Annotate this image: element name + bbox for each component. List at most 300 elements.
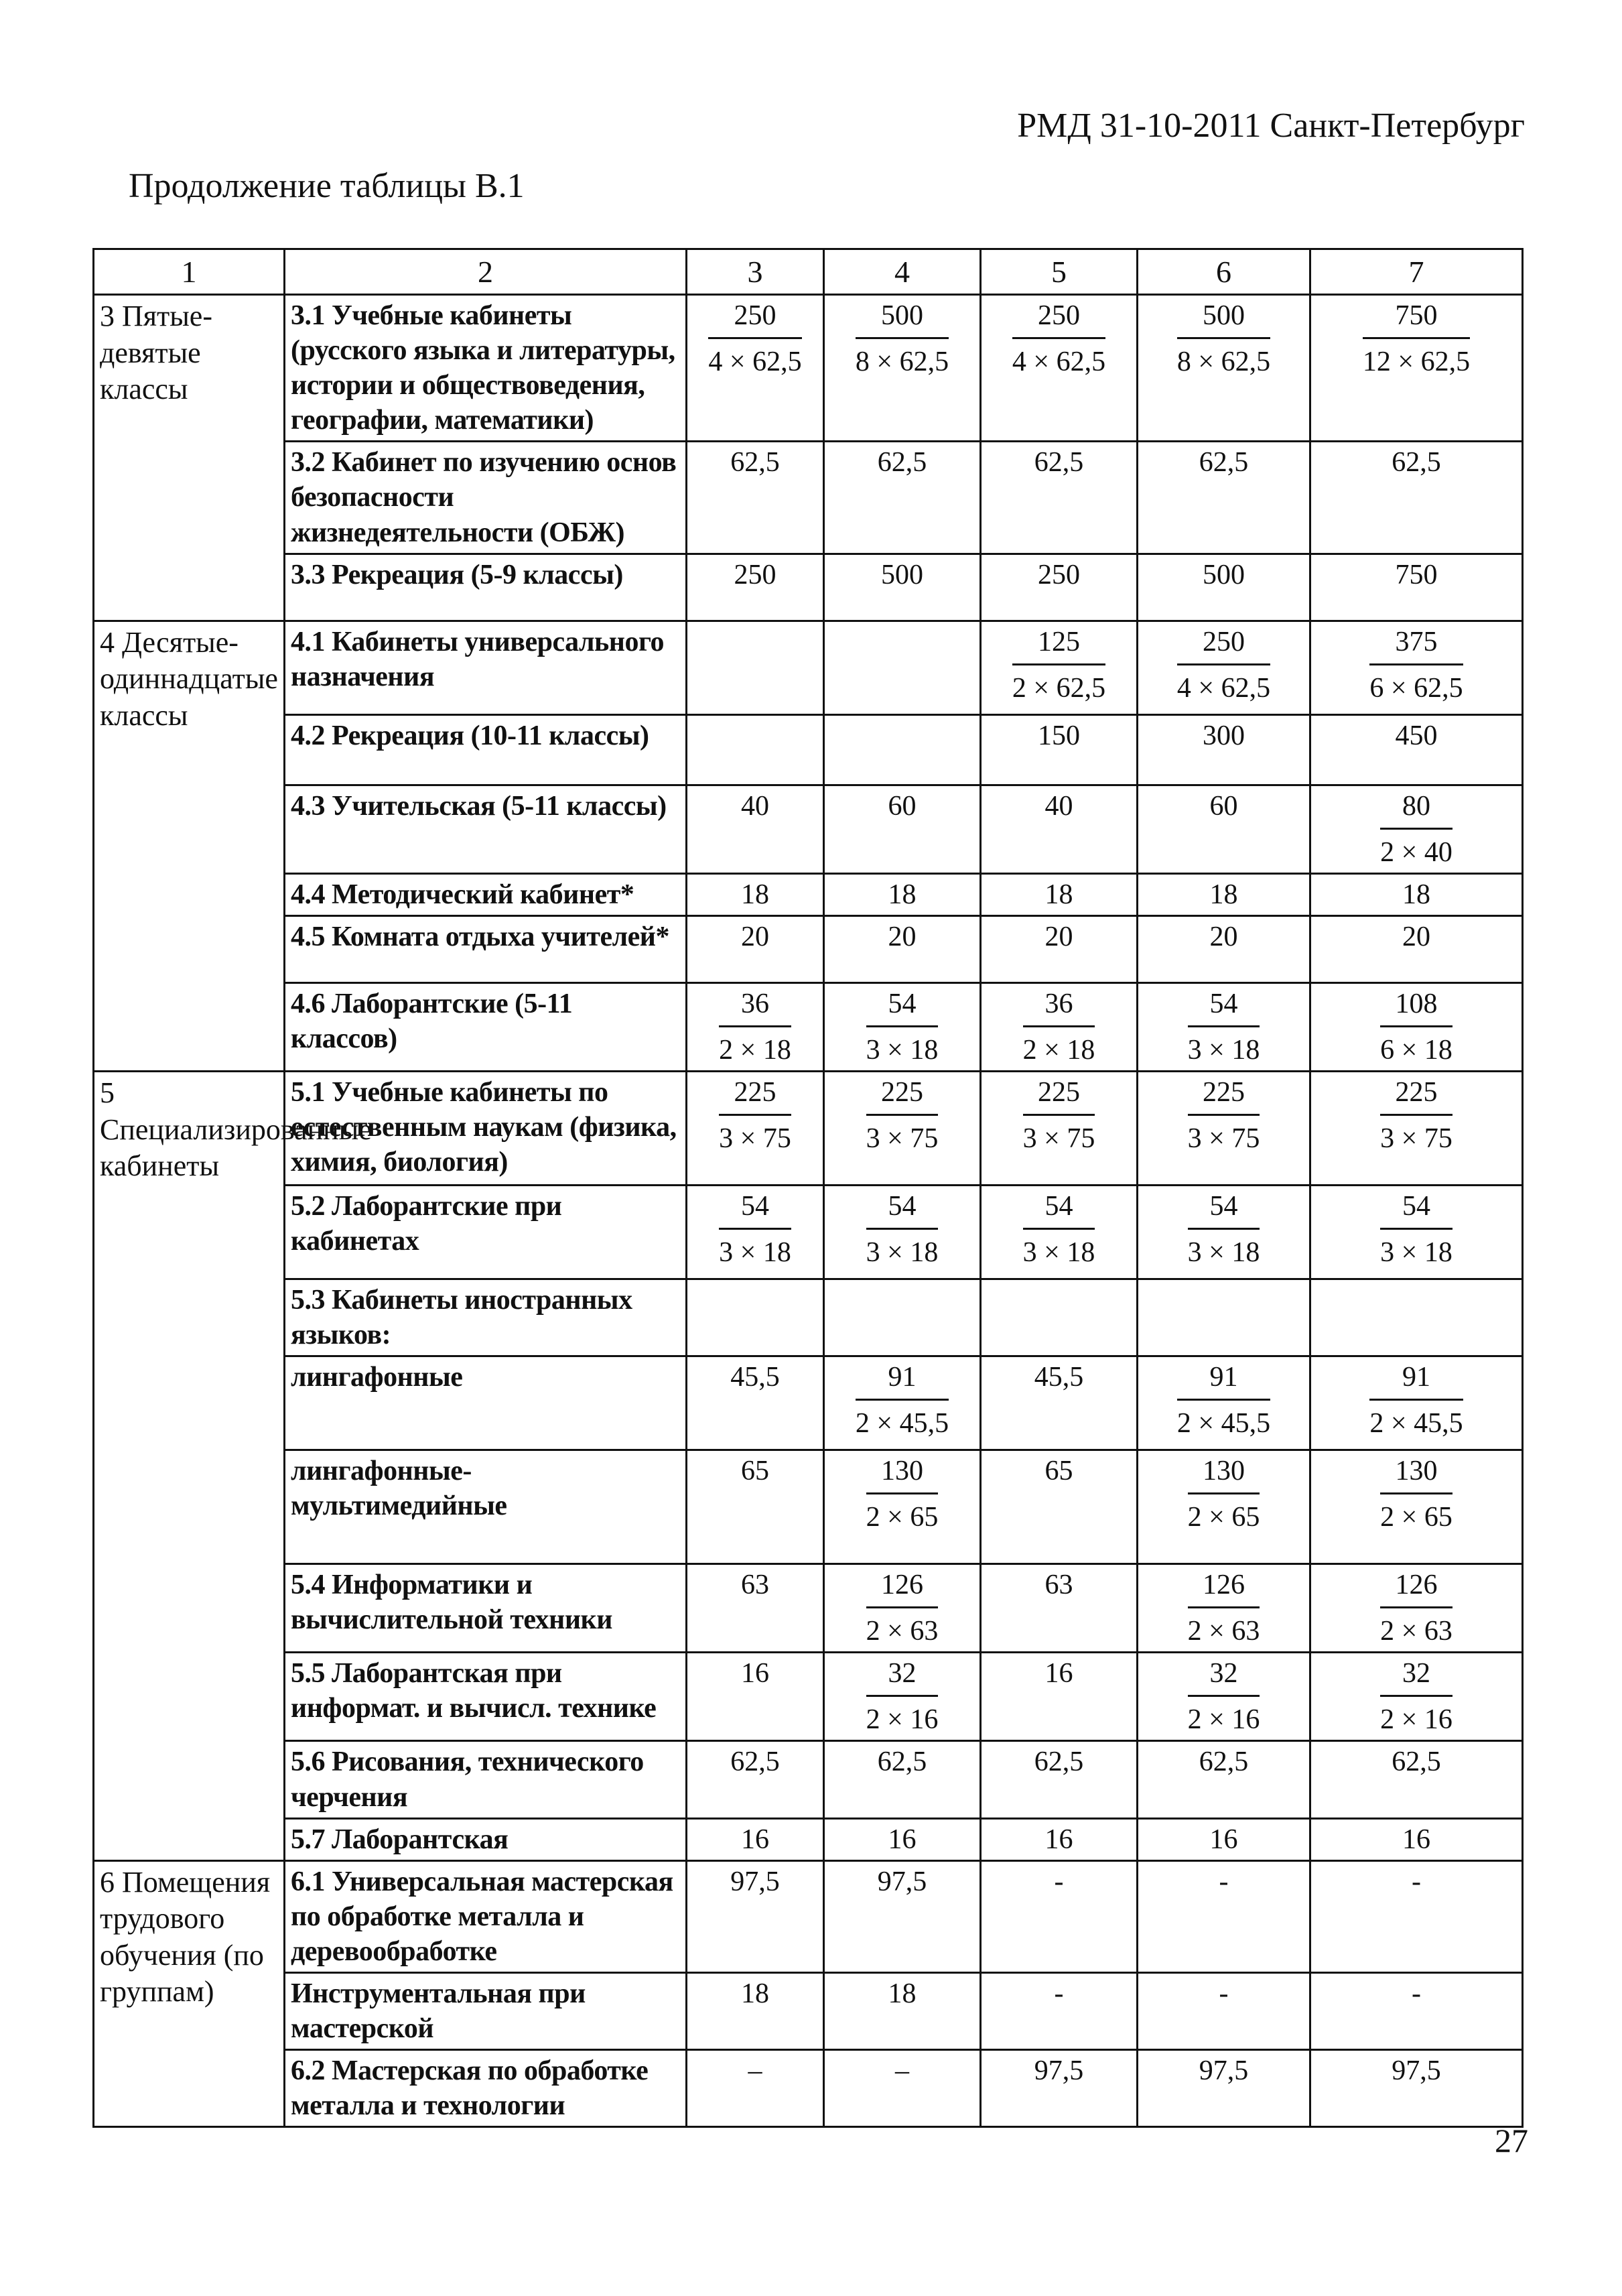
area-cell [1138, 1450, 1310, 1564]
room-description: лингафонные- мультимедийные [285, 1450, 687, 1564]
area-cell [1138, 295, 1310, 442]
area-cell [687, 2050, 824, 2127]
area-cell [687, 1071, 824, 1185]
table-continuation-caption: Продолжение таблицы В.1 [129, 167, 525, 205]
area-value: 450 [1395, 720, 1438, 751]
area-value: 97,5 [1034, 2055, 1084, 2087]
fraction-numerator: 500 [856, 298, 949, 339]
area-cell [824, 295, 981, 442]
area-fraction [1188, 1075, 1260, 1156]
table-row [94, 2050, 1523, 2127]
group-label: 4 Десятые-одиннадцатые классы [94, 621, 285, 1071]
room-description: 4.1 Кабинеты универсального назначения [285, 621, 687, 714]
area-cell [981, 1356, 1138, 1450]
area-fraction [1012, 625, 1105, 706]
room-description: 4.4 Методический кабинет* [285, 873, 687, 915]
fraction-numerator: 130 [866, 1454, 939, 1494]
room-description: 4.3 Учительская (5-11 классы) [285, 785, 687, 873]
fraction-denominator: 4 × 62,5 [1176, 672, 1271, 704]
area-fraction [1369, 1360, 1463, 1441]
fraction-denominator: 3 × 75 [866, 1123, 939, 1155]
fraction-numerator: 125 [1012, 625, 1105, 665]
fraction-numerator: 54 [1023, 1189, 1095, 1230]
fraction-numerator: 91 [1177, 1360, 1270, 1401]
area-value: 16 [1209, 1824, 1238, 1855]
fraction-numerator: 250 [708, 298, 801, 339]
area-cell [824, 2050, 981, 2127]
room-description: 6.1 Универсальная мастерская по обработке металла и деревообработке [285, 1860, 687, 1972]
area-value: 62,5 [877, 447, 927, 479]
room-description: 5.6 Рисования, технического черчения [285, 1741, 687, 1818]
area-value: 97,5 [877, 1866, 927, 1897]
area-fraction [1380, 789, 1452, 870]
page-number: 27 [1495, 2122, 1528, 2159]
area-cell [1310, 1818, 1523, 1860]
area-cell [687, 1741, 824, 1818]
table-row [94, 785, 1523, 873]
table-row [94, 915, 1523, 982]
area-fraction [856, 298, 949, 379]
area-cell [687, 1564, 824, 1653]
fraction-numerator: 108 [1380, 986, 1452, 1027]
table-row [94, 982, 1523, 1071]
area-cell [1138, 1972, 1310, 2049]
area-cell [1138, 442, 1310, 554]
area-cell [687, 1972, 824, 2049]
area-value: 97,5 [730, 1866, 780, 1897]
area-cell [981, 1860, 1138, 1972]
fraction-numerator: 32 [1380, 1656, 1452, 1697]
area-value: 18 [888, 1978, 917, 2009]
area-fraction [866, 1568, 939, 1649]
area-value: 60 [888, 790, 917, 822]
table-row [94, 1818, 1523, 1860]
area-value: 62,5 [877, 1746, 927, 1778]
area-cell [981, 554, 1138, 621]
table-row [94, 621, 1523, 714]
area-value: 150 [1038, 720, 1080, 751]
area-cell [1138, 2050, 1310, 2127]
area-fraction [1188, 1189, 1260, 1270]
area-cell [981, 982, 1138, 1071]
area-value: 20 [888, 921, 917, 952]
col-header: 3 [687, 249, 824, 295]
area-cell [1310, 1071, 1523, 1185]
fraction-numerator: 36 [719, 986, 791, 1027]
area-value: 40 [741, 790, 769, 822]
area-fraction [1188, 1568, 1260, 1649]
area-cell [1138, 1071, 1310, 1185]
area-cell [1310, 554, 1523, 621]
area-fraction [1380, 986, 1452, 1068]
table-body [94, 249, 1523, 2127]
area-fraction [719, 1075, 791, 1156]
room-description: 4.2 Рекреация (10-11 классы) [285, 714, 687, 785]
area-cell [1310, 1564, 1523, 1653]
fraction-denominator: 3 × 18 [1380, 1237, 1452, 1269]
fraction-denominator: 3 × 18 [1187, 1034, 1260, 1066]
area-value: 18 [741, 879, 769, 910]
group-label: 3 Пятые-девятые классы [94, 295, 285, 621]
fraction-numerator: 225 [1188, 1075, 1260, 1116]
area-cell [824, 1071, 981, 1185]
fraction-numerator: 126 [1188, 1568, 1260, 1608]
area-cell [824, 442, 981, 554]
area-value: 16 [741, 1824, 769, 1855]
area-value: 20 [1402, 921, 1430, 952]
fraction-numerator: 375 [1369, 625, 1463, 665]
area-cell [1138, 1741, 1310, 1818]
area-cell [1138, 1279, 1310, 1356]
area-cell [687, 1653, 824, 1741]
fraction-numerator: 750 [1363, 298, 1470, 339]
area-cell [1138, 714, 1310, 785]
fraction-numerator: 91 [856, 1360, 949, 1401]
area-value: 18 [741, 1978, 769, 2009]
fraction-numerator: 130 [1188, 1454, 1260, 1494]
area-cell [824, 1185, 981, 1279]
table-row [94, 295, 1523, 442]
area-value: 97,5 [1392, 2055, 1441, 2087]
area-cell [1310, 621, 1523, 714]
area-fraction [1188, 1454, 1260, 1535]
area-cell [1138, 1653, 1310, 1741]
area-cell [824, 1818, 981, 1860]
area-value: 20 [1209, 921, 1238, 952]
fraction-denominator: 2 × 65 [1380, 1502, 1452, 1533]
fraction-numerator: 126 [866, 1568, 939, 1608]
space-norms-table [92, 248, 1524, 2128]
area-cell [1310, 1279, 1523, 1356]
area-value: - [1054, 1866, 1064, 1897]
area-fraction [1177, 1360, 1270, 1441]
room-description: 6.2 Мастерская по обработке металла и технологии [285, 2050, 687, 2127]
table-row [94, 1860, 1523, 1972]
area-value: 62,5 [1199, 447, 1249, 479]
area-cell [824, 1279, 981, 1356]
area-value: 62,5 [1199, 1746, 1249, 1778]
area-cell [1310, 1185, 1523, 1279]
fraction-denominator: 3 × 18 [1187, 1237, 1260, 1269]
fraction-numerator: 500 [1177, 298, 1270, 339]
fraction-denominator: 2 × 18 [719, 1034, 791, 1066]
fraction-numerator: 36 [1023, 986, 1095, 1027]
area-fraction [866, 1075, 939, 1156]
fraction-numerator: 250 [1012, 298, 1105, 339]
area-value: 18 [888, 879, 917, 910]
area-value: 16 [1044, 1658, 1073, 1689]
fraction-denominator: 2 × 16 [1187, 1704, 1260, 1736]
area-cell [687, 1450, 824, 1564]
table-row [94, 714, 1523, 785]
fraction-denominator: 3 × 75 [719, 1123, 791, 1155]
area-cell [1310, 982, 1523, 1071]
area-cell [981, 1564, 1138, 1653]
area-fraction [1177, 298, 1270, 379]
area-cell [1138, 1818, 1310, 1860]
area-value: 65 [1044, 1456, 1073, 1487]
fraction-denominator: 4 × 62,5 [708, 346, 802, 378]
area-value: – [895, 2055, 909, 2087]
area-value: 40 [1044, 790, 1073, 822]
fraction-denominator: 2 × 65 [1187, 1502, 1260, 1533]
column-header-row [94, 249, 1523, 295]
fraction-denominator: 2 × 63 [1380, 1616, 1452, 1647]
area-cell [824, 1653, 981, 1741]
area-cell [1310, 915, 1523, 982]
area-cell [824, 554, 981, 621]
fraction-denominator: 8 × 62,5 [855, 346, 949, 378]
area-cell [981, 785, 1138, 873]
area-cell [981, 1741, 1138, 1818]
area-cell [1310, 1653, 1523, 1741]
fraction-numerator: 225 [719, 1075, 791, 1116]
area-value: 97,5 [1199, 2055, 1249, 2087]
fraction-numerator: 225 [866, 1075, 939, 1116]
area-value: - [1412, 1866, 1421, 1897]
area-fraction [866, 1454, 939, 1535]
area-fraction [1188, 1656, 1260, 1737]
area-value: 500 [1203, 559, 1245, 590]
area-fraction [1380, 1075, 1452, 1156]
area-cell [1138, 1185, 1310, 1279]
col-header: 4 [824, 249, 981, 295]
area-fraction [719, 986, 791, 1068]
fraction-denominator: 3 × 18 [866, 1237, 939, 1269]
area-cell [981, 1185, 1138, 1279]
area-fraction [719, 1189, 791, 1270]
table-row [94, 1564, 1523, 1653]
area-value: 18 [1044, 879, 1073, 910]
area-cell [981, 873, 1138, 915]
area-value: - [1219, 1978, 1229, 2009]
fraction-numerator: 54 [1188, 986, 1260, 1027]
area-value: 62,5 [1034, 447, 1084, 479]
area-cell [687, 785, 824, 873]
group-label: 6 Помещения трудового обучения (по группам) [94, 1860, 285, 2127]
area-value: 500 [881, 559, 923, 590]
area-cell [824, 1564, 981, 1653]
area-cell [824, 1860, 981, 1972]
area-fraction [1380, 1656, 1452, 1737]
room-description: 5.5 Лаборантская при информат. и вычисл. технике [285, 1653, 687, 1741]
area-value: 16 [1402, 1824, 1430, 1855]
area-cell [1310, 442, 1523, 554]
area-cell [687, 554, 824, 621]
fraction-numerator: 54 [866, 986, 939, 1027]
room-description: 5.4 Информатики и вычислительной техники [285, 1564, 687, 1653]
area-cell [1138, 554, 1310, 621]
table-row [94, 1356, 1523, 1450]
area-cell [1138, 982, 1310, 1071]
fraction-denominator: 4 × 62,5 [1012, 346, 1106, 378]
area-cell [687, 915, 824, 982]
room-description: 4.5 Комната отдыха учителей* [285, 915, 687, 982]
area-cell [981, 1450, 1138, 1564]
table-row [94, 1071, 1523, 1185]
area-fraction [1380, 1568, 1452, 1649]
area-fraction [1023, 1075, 1095, 1156]
area-cell [981, 1071, 1138, 1185]
fraction-numerator: 32 [866, 1656, 939, 1697]
area-value: - [1219, 1866, 1229, 1897]
area-fraction [866, 1656, 939, 1737]
fraction-numerator: 225 [1380, 1075, 1452, 1116]
area-cell [687, 442, 824, 554]
fraction-numerator: 250 [1177, 625, 1270, 665]
fraction-numerator: 91 [1369, 1360, 1463, 1401]
area-fraction [866, 1189, 939, 1270]
area-fraction [1188, 986, 1260, 1068]
fraction-denominator: 2 × 65 [866, 1502, 939, 1533]
room-description: 3.1 Учебные кабинеты (русского языка и литературы, истории и обществоведения, географии, математики) [285, 295, 687, 442]
area-cell [824, 982, 981, 1071]
area-cell [687, 873, 824, 915]
fraction-numerator: 225 [1023, 1075, 1095, 1116]
area-cell [1138, 621, 1310, 714]
area-cell [687, 621, 824, 714]
area-fraction [708, 298, 801, 379]
room-description: 3.2 Кабинет по изучению основ безопасности жизнедеятельности (ОБЖ) [285, 442, 687, 554]
area-cell [687, 1279, 824, 1356]
area-cell [687, 1860, 824, 1972]
area-cell [1310, 873, 1523, 915]
area-cell [824, 1450, 981, 1564]
fraction-denominator: 3 × 18 [1022, 1237, 1095, 1269]
col-header: 6 [1138, 249, 1310, 295]
area-cell [824, 915, 981, 982]
area-value: 63 [1044, 1570, 1073, 1601]
area-cell [687, 1356, 824, 1450]
table-row [94, 1653, 1523, 1741]
area-cell [1310, 1450, 1523, 1564]
area-fraction [1177, 625, 1270, 706]
area-cell [1138, 1356, 1310, 1450]
area-value: 60 [1209, 790, 1238, 822]
fraction-denominator: 3 × 75 [1380, 1123, 1452, 1155]
area-cell [824, 785, 981, 873]
area-cell [1310, 295, 1523, 442]
table-row [94, 1185, 1523, 1279]
fraction-denominator: 6 × 18 [1380, 1034, 1452, 1066]
area-cell [1310, 1356, 1523, 1450]
table-row [94, 1972, 1523, 2049]
area-fraction [866, 986, 939, 1068]
room-description: 3.3 Рекреация (5-9 классы) [285, 554, 687, 621]
area-value: 62,5 [730, 447, 780, 479]
room-description: 5.1 Учебные кабинеты по естественным наукам (физика, химия, биология) [285, 1071, 687, 1185]
fraction-denominator: 6 × 62,5 [1369, 672, 1463, 704]
room-description: 5.7 Лаборантская [285, 1818, 687, 1860]
area-value: 250 [1038, 559, 1080, 590]
area-cell [824, 1741, 981, 1818]
table-row [94, 1741, 1523, 1818]
area-cell [981, 295, 1138, 442]
area-cell [981, 621, 1138, 714]
area-cell [981, 915, 1138, 982]
area-value: 65 [741, 1456, 769, 1487]
fraction-denominator: 12 × 62,5 [1362, 346, 1471, 378]
table-row [94, 1450, 1523, 1564]
room-description: Инструментальная при мастерской [285, 1972, 687, 2049]
area-fraction [1363, 298, 1470, 379]
area-value: 62,5 [730, 1746, 780, 1778]
area-fraction [1012, 298, 1105, 379]
area-fraction [1023, 1189, 1095, 1270]
area-value: 62,5 [1392, 1746, 1441, 1778]
area-cell [824, 873, 981, 915]
col-header: 7 [1310, 249, 1523, 295]
fraction-denominator: 2 × 63 [866, 1616, 939, 1647]
area-cell [1310, 1972, 1523, 2049]
area-fraction [1380, 1454, 1452, 1535]
fraction-numerator: 54 [1380, 1189, 1452, 1230]
fraction-denominator: 2 × 45,5 [1176, 1408, 1271, 1440]
col-header: 1 [94, 249, 285, 295]
area-value: 63 [741, 1570, 769, 1601]
area-value: 16 [1044, 1824, 1073, 1855]
area-cell [981, 442, 1138, 554]
col-header: 2 [285, 249, 687, 295]
fraction-denominator: 3 × 75 [1187, 1123, 1260, 1155]
fraction-denominator: 3 × 18 [719, 1237, 791, 1269]
fraction-numerator: 80 [1380, 789, 1452, 830]
area-cell [1138, 785, 1310, 873]
fraction-denominator: 8 × 62,5 [1176, 346, 1271, 378]
area-cell [687, 295, 824, 442]
fraction-numerator: 54 [866, 1189, 939, 1230]
area-cell [1310, 714, 1523, 785]
area-cell [687, 982, 824, 1071]
area-value: 16 [741, 1658, 769, 1689]
fraction-denominator: 3 × 18 [866, 1034, 939, 1066]
area-cell [981, 1818, 1138, 1860]
area-cell [981, 1653, 1138, 1741]
area-value: 20 [741, 921, 769, 952]
area-cell [1138, 915, 1310, 982]
group-label: 5 Специализированные кабинеты [94, 1071, 285, 1860]
area-cell [981, 2050, 1138, 2127]
fraction-numerator: 32 [1188, 1656, 1260, 1697]
room-description: лингафонные [285, 1356, 687, 1450]
area-cell [1310, 785, 1523, 873]
area-cell [981, 1279, 1138, 1356]
fraction-denominator: 3 × 75 [1022, 1123, 1095, 1155]
document-reference: РМД 31-10-2011 Санкт-Петербург [1017, 107, 1525, 145]
area-value: 45,5 [730, 1362, 780, 1393]
room-description: 5.2 Лаборантские при кабинетах [285, 1185, 687, 1279]
area-cell [687, 1185, 824, 1279]
room-description: 4.6 Лаборантские (5-11 классов) [285, 982, 687, 1071]
fraction-denominator: 2 × 62,5 [1012, 672, 1106, 704]
area-value: 62,5 [1034, 1746, 1084, 1778]
area-cell [824, 621, 981, 714]
area-value: - [1054, 1978, 1064, 2009]
area-cell [981, 714, 1138, 785]
fraction-denominator: 2 × 45,5 [1369, 1408, 1463, 1440]
fraction-denominator: 2 × 16 [1380, 1704, 1452, 1736]
fraction-numerator: 54 [719, 1189, 791, 1230]
table-row [94, 554, 1523, 621]
fraction-numerator: 126 [1380, 1568, 1452, 1608]
fraction-denominator: 2 × 18 [1022, 1034, 1095, 1066]
area-value: 18 [1209, 879, 1238, 910]
area-value: 16 [888, 1824, 917, 1855]
area-cell [1138, 1564, 1310, 1653]
fraction-denominator: 2 × 40 [1380, 836, 1452, 868]
area-cell [687, 714, 824, 785]
area-value: 18 [1402, 879, 1430, 910]
